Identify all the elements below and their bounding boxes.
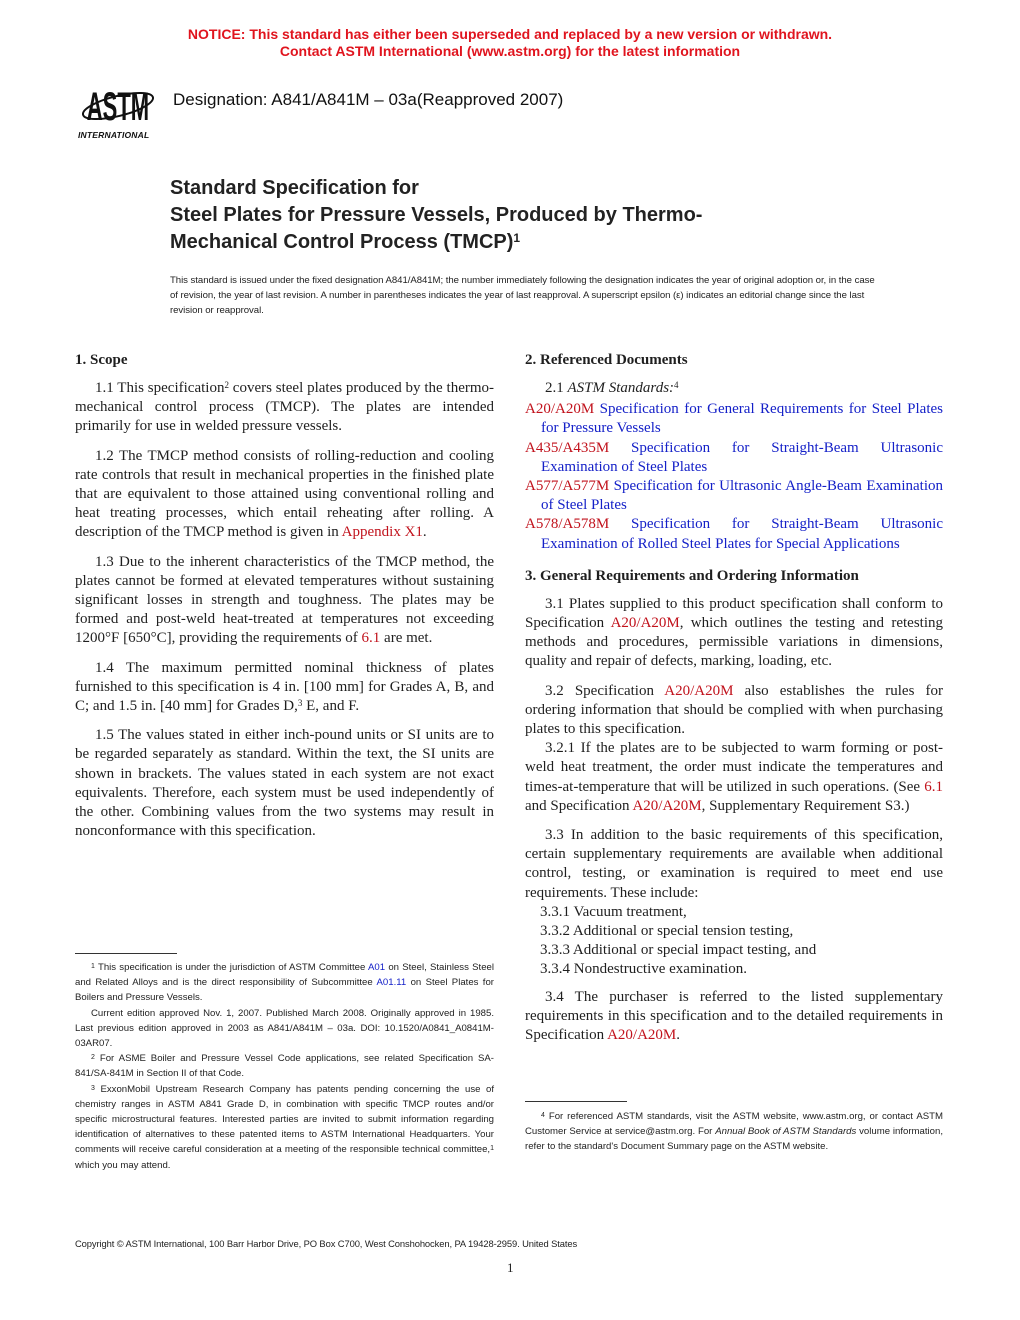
- copyright: Copyright © ASTM International, 100 Barr Harbor Drive, PO Box C700, West Conshohocken, PA 19428-2959. United States: [75, 1238, 578, 1249]
- para-1-2: 1.2 The TMCP method consists of rolling-reduction and cooling rate controls that result in mechanical properties in the finished plate that are equivalent to those attained using conventional rolling and heat treating processes, which entail reheating after rolling. A description of the TMCP method is given in Appendix X1.: [75, 447, 494, 541]
- ref-code[interactable]: A577/A577M: [525, 478, 610, 495]
- appendix-x1-link[interactable]: Appendix X1: [341, 524, 423, 541]
- footnote-divider-left: [75, 953, 177, 954]
- title-line-3: Mechanical Control Process (TMCP): [170, 231, 514, 253]
- ref-title[interactable]: Specification for Straight-Beam Ultrasonic Examination of Steel Plates: [541, 439, 944, 475]
- para-3-2-1: 3.2.1 If the plates are to be subjected to warm forming or post-weld heat treatment, the order must indicate the temperatures and times-at-temperature that will be utilized in such operations. (See 6.1 and Specification A20/A20M, Supplementary Requirement S3.): [525, 740, 943, 814]
- footnote-divider-right: [525, 1101, 627, 1102]
- para-1-3: 1.3 Due to the inherent characteristics of the TMCP method, the plates cannot be formed at elevated temperatures without sustaining significant losses in strength and toughness. The plates may be formed and post-weld heat-treated at temperatures not exceeding 1200°F [650°C], providing the requirements of 6.1 are met.: [75, 553, 494, 647]
- footnote-4: $^4$ For referenced ASTM standards, visit the ASTM website, www.astm.org, or contact ASTM Customer Service at service@astm.org. For Annual Book of ASTM Standards volume information, refer to the standard's Document Summary page on the ASTM website.: [525, 1111, 943, 1153]
- ref-title[interactable]: Specification for Ultrasonic Angle-Beam Examination of Steel Plates: [541, 478, 943, 514]
- section-2-heading: 2. Referenced Documents: [525, 352, 688, 368]
- para-1-1: 1.1 This specification$^2$ covers steel plates produced by the thermo-mechanical control process (TMCP). The plates are intended primarily for use in welded pressure vessels.: [75, 380, 495, 435]
- title-footnote-mark[interactable]: 1: [513, 231, 521, 245]
- ref-title[interactable]: Specification for General Requirements for Steel Plates for Pressure Vessels: [541, 401, 943, 437]
- withdrawal-notice: [0, 26, 1020, 60]
- notice-line-1: NOTICE: This standard has either been superseded and replaced by a new version or withdrawn.: [187, 26, 833, 42]
- committee-a01-link[interactable]: A01: [368, 962, 386, 973]
- ref-item[interactable]: [525, 515, 943, 553]
- para-3-4: 3.4 The purchaser is referred to the listed supplementary requirements in this specification and to the detailed requirements in Specification A20/A20M.: [525, 988, 943, 1044]
- logo-subtitle: INTERNATIONAL: [78, 130, 150, 140]
- section-6-1-link[interactable]: 6.1: [924, 778, 943, 795]
- section-3-heading: 3. General Requirements and Ordering Information: [525, 567, 859, 584]
- ref-code[interactable]: A435/A435M: [525, 439, 610, 456]
- footnote-ref-2[interactable]: 2: [224, 380, 229, 390]
- astm-standards-subheading: 2.1 ASTM Standards:$^4$: [545, 380, 679, 396]
- ref-code[interactable]: A20/A20M: [525, 401, 595, 418]
- a20-link[interactable]: A20/A20M: [610, 615, 680, 632]
- ref-item[interactable]: [525, 439, 943, 477]
- subcommittee-a01-11-link[interactable]: A01.11: [376, 977, 407, 989]
- astm-logo-icon: [80, 76, 156, 131]
- para-3-1: 3.1 Plates supplied to this product specification shall conform to Specification A20/A20M, which outlines the testing and retesting methods and procedures, permissible variations in dimensions, quality and repair of defects, marking, loading, etc.: [525, 595, 943, 670]
- ref-item[interactable]: [525, 477, 943, 515]
- para-1-5: 1.5 The values stated in either inch-pound units or SI units are to be regarded separately as standard. Within the text, the SI units are shown in brackets. The values stated in each system are not exact equivalents. Therefore, each system must be used independently of the other. Combining values from the two systems may result in nonconformance with this specification.: [75, 727, 494, 840]
- footnote-ref-4[interactable]: 4: [674, 380, 679, 390]
- designation: Designation: A841/A841M – 03a(Reapproved 2007): [173, 90, 564, 109]
- section-6-1-link[interactable]: 6.1: [361, 630, 381, 647]
- astm-logo: [72, 76, 162, 146]
- page-title: [170, 175, 702, 256]
- edition-note: Current edition approved Nov. 1, 2007. Published March 2008. Originally approved in 1985. Last previous edition approved in 2003 as A841/A841M – 03a. DOI: 10.1520/A0841_A0841M-03AR07.: [75, 1007, 494, 1050]
- a20-link[interactable]: A20/A20M: [664, 682, 734, 699]
- list-item: 3.3.1 Vacuum treatment,: [540, 903, 687, 920]
- para-3-3: 3.3 In addition to the basic requirements of this specification, certain supplementary requirements are available when additional control, testing, or examination is required to meet end use requirements. These include:: [525, 827, 943, 901]
- ref-title[interactable]: Specification for Straight-Beam Ultrasonic Examination of Rolled Steel Plates for Special Applications: [541, 516, 944, 552]
- footnote-ref-3[interactable]: 3: [297, 698, 303, 709]
- left-column: [75, 350, 494, 851]
- right-column: [525, 350, 943, 1055]
- footnote-3: $^3$ ExxonMobil Upstream Research Company has patents pending concerning the use of chemistry ranges in ASTM A841 Grade D, in combination with specific TMCP routes and/or specific microstructural features. Interested parties are invited to submit information regarding identification of alternatives to these patented items to ASTM International Headquarters. Your comments will receive careful consideration at a meeting of the responsible technical committee,$^1$ which you may attend.: [75, 1083, 494, 1171]
- page-number: 1: [507, 1260, 514, 1275]
- svg-text:ASTM: ASTM: [86, 84, 150, 129]
- notice-line-2: Contact ASTM International (www.astm.org) for the latest information: [279, 43, 741, 59]
- list-item: 3.3.2 Additional or special tension testing,: [540, 923, 794, 940]
- section-1-heading: 1. Scope: [75, 352, 128, 368]
- issued-note: This standard is issued under the fixed designation A841/A841M; the number immediately following the designation indicates the year of original adoption or, in the case of revision, the year of last revision. A number in parentheses indicates the year of last reapproval. A superscript epsilon (ε) indicates an editorial change since the last revision or reapproval.: [170, 275, 875, 316]
- list-item: 3.3.4 Nondestructive examination.: [540, 961, 748, 978]
- list-item: 3.3.3 Additional or special impact testing, and: [540, 942, 817, 959]
- title-line-1: Standard Specification for: [170, 177, 419, 199]
- ref-code[interactable]: A578/A578M: [525, 516, 610, 533]
- ref-item[interactable]: [525, 400, 943, 438]
- a20-link[interactable]: A20/A20M: [632, 797, 702, 814]
- a20-link[interactable]: A20/A20M: [607, 1027, 677, 1044]
- footnote-2: $^2$ For ASME Boiler and Pressure Vessel Code applications, see related Specification SA-841/SA-841M in Section II of that Code.: [75, 1053, 494, 1080]
- footnote-1: $^1$ This specification is under the jurisdiction of ASTM Committee A01 on Steel, Stainless Steel and Related Alloys and is the direct responsibility of Subcommittee A01.11 on Steel Plates for Boilers and Pressure Vessels.: [75, 962, 494, 1004]
- para-3-2: 3.2 Specification A20/A20M also establishes the rules for ordering information that should be complied with when purchasing plates to this specification.: [525, 682, 944, 738]
- footnotes-left: [75, 960, 494, 1173]
- para-1-4: 1.4 The maximum permitted nominal thickness of plates furnished to this specification is 4 in. [100 mm] for Grades A, B, and C; and 1.5 in. [40 mm] for Grades D,$^3$ E, and F.: [75, 659, 494, 715]
- footnotes-right: [525, 1109, 943, 1155]
- title-line-2: Steel Plates for Pressure Vessels, Produced by Thermo-: [170, 204, 703, 226]
